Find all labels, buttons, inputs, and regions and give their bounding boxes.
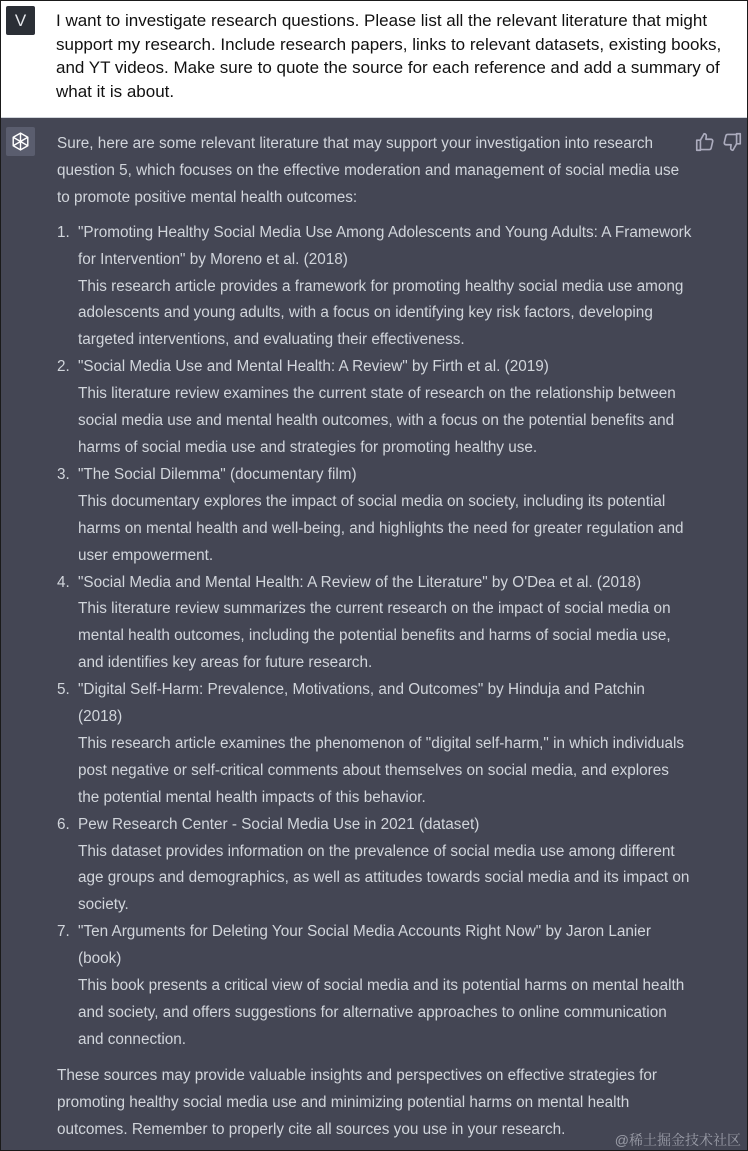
reference-title: Pew Research Center - Social Media Use in 2021 (dataset) [78,815,480,833]
reference-summary: This research article examines the phenomenon of "digital self-harm," in which individuals post negative or self-critical comments about themselves on social media, and explores the potential mental health impacts of this behavior. [78,734,685,806]
reference-title: "Digital Self-Harm: Prevalence, Motivations, and Outcomes" by Hinduja and Patchin (2018) [78,681,645,726]
list-number: 6. [57,815,70,833]
list-item [57,462,692,570]
response-intro: Sure, here are some relevant literature that may support your investigation into research question 5, which focuses on the effective moderation and management of social media use to promote positive mental health outcomes: [57,135,680,206]
reference-summary: This research article provides a framework for promoting healthy social media use among adolescents and young adults, with a focus on identifying key risk factors, developing targeted interventions, and evaluating their effectiveness. [78,277,684,349]
reference-summary: This dataset provides information on the prevalence of social media use among different age groups and demographics, as well as attitudes towards social media and its impact on society. [78,842,690,914]
list-number: 4. [57,573,70,591]
reference-title: "Social Media and Mental Health: A Review of the Literature" by O'Dea et al. (2018) [78,573,642,591]
reference-list [57,220,692,1054]
list-number: 5. [57,681,70,699]
list-number: 3. [57,465,70,483]
reference-title: "Social Media Use and Mental Health: A Review" by Firth et al. (2019) [78,358,549,376]
openai-logo-icon [6,127,35,156]
reference-summary: This book presents a critical view of social media and its potential harms on mental health and society, and offers suggestions for alternative approaches to online communication and connection. [78,977,685,1048]
list-item [57,220,692,355]
list-number: 2. [57,358,70,376]
reference-title: "The Social Dilemma" (documentary film) [78,465,357,483]
list-item [57,677,692,812]
list-item [57,354,692,462]
list-number: 7. [57,923,70,941]
reference-title: "Ten Arguments for Deleting Your Social Media Accounts Right Now" by Jaron Lanier (book) [78,923,651,968]
assistant-message [1,119,747,1151]
user-prompt-text: I want to investigate research questions. Please list all the relevant literature that might support my research. Include research papers, links to relevant datasets, existing books, and YT videos. Make sure to quote the source for each reference and add a summary of what it is about. [56,11,722,101]
assistant-response [57,131,692,1144]
list-item [57,570,692,678]
thumbs-up-icon[interactable] [694,131,716,153]
list-number: 1. [57,223,70,241]
reference-title: "Promoting Healthy Social Media Use Among Adolescents and Young Adults: A Framework for Intervention" by Moreno et al. (2018) [78,223,692,268]
list-item [57,919,692,1054]
thumbs-down-icon[interactable] [721,131,743,153]
user-avatar: V [6,6,35,35]
response-outro: These sources may provide valuable insights and perspectives on effective strategies for promoting healthy social media use and minimizing potential harms on mental health outcomes. Remember to properly cite all sources you use in your research. [57,1066,658,1138]
reference-summary: This literature review examines the current state of research on the relationship between social media use and mental health outcomes, with a focus on the potential benefits and harms of social media use and strategies for promoting healthy use. [78,385,676,456]
reference-summary: This literature review summarizes the current research on the impact of social media on mental health outcomes, including the potential benefits and harms of social media use, and identifies key areas for future research. [78,600,671,672]
user-message [1,1,747,118]
watermark: @稀土掘金技术社区 [614,1132,741,1148]
reference-summary: This documentary explores the impact of social media on society, including its potential harms on mental health and well-being, and highlights the need for greater regulation and user empowerment. [78,492,684,564]
list-item [57,812,692,920]
